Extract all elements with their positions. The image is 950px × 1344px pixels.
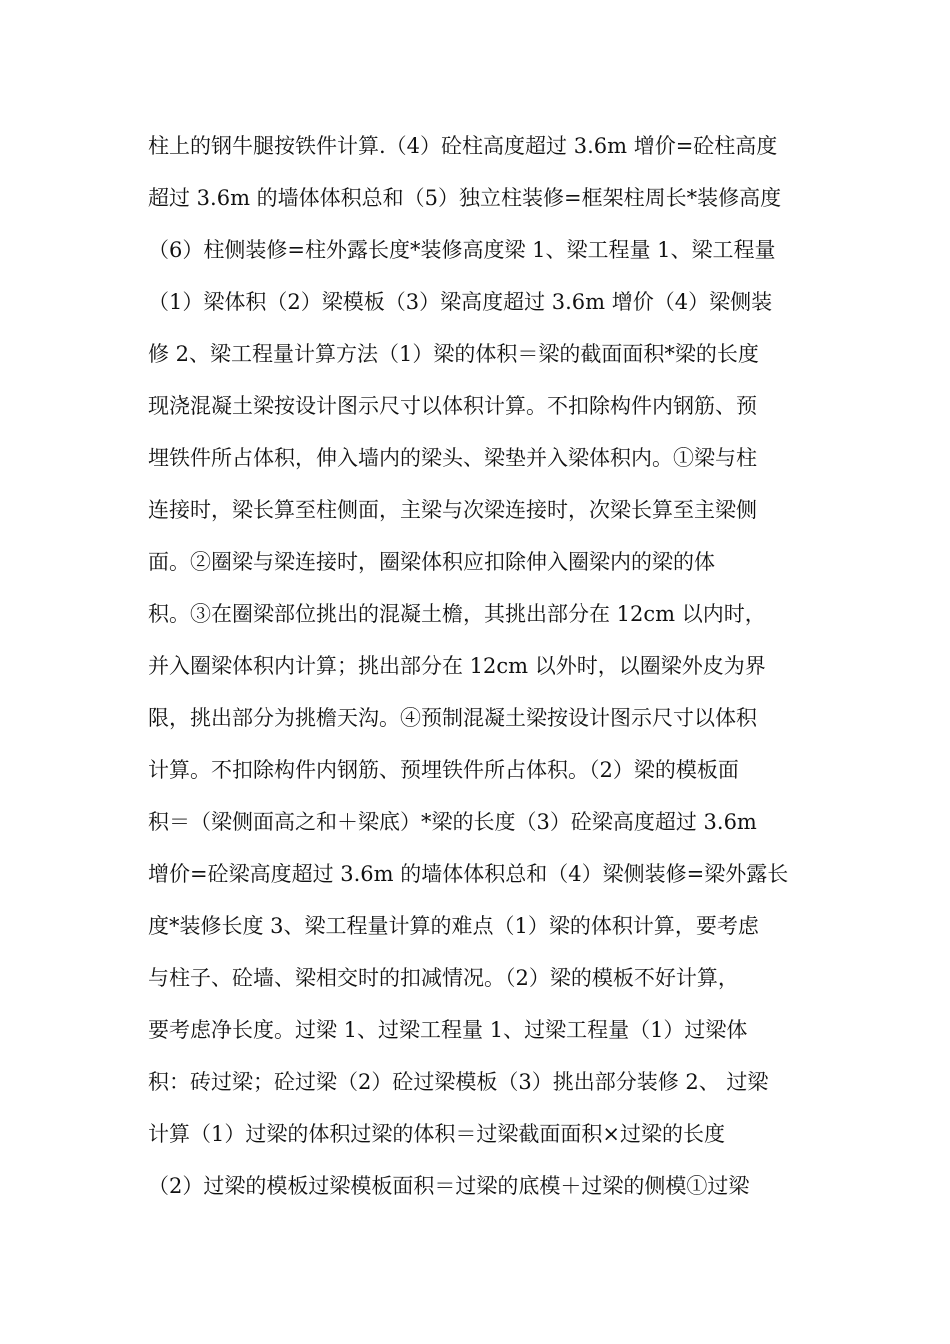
text-line: 限，挑出部分为挑檐天沟。④预制混凝土梁按设计图示尺寸以体积 — [148, 706, 757, 730]
text-line: 并入圈梁体积内计算；挑出部分在 12cm 以外时，以圈梁外皮为界 — [148, 654, 766, 678]
body-text — [148, 120, 808, 1212]
text-line: 积：砖过梁；砼过梁（2）砼过梁模板（3）挑出部分装修 2、 过梁 — [148, 1070, 769, 1094]
text-line: 修 2、梁工程量计算方法（1）梁的体积＝梁的截面面积*梁的长度 — [148, 342, 759, 366]
text-line: 积＝（梁侧面高之和＋梁底）*梁的长度（3）砼梁高度超过 3.6m — [148, 810, 757, 834]
text-line: 积。③在圈梁部位挑出的混凝土檐，其挑出部分在 12cm 以内时， — [148, 602, 766, 626]
text-line: 与柱子、砼墙、梁相交时的扣减情况。（2）梁的模板不好计算， — [148, 966, 739, 990]
text-line: 计算（1）过梁的体积过梁的体积＝过梁截面面积×过梁的长度 — [148, 1122, 725, 1146]
text-line: （1）梁体积（2）梁模板（3）梁高度超过 3.6m 增价（4）梁侧装 — [148, 290, 773, 314]
text-line: 增价=砼梁高度超过 3.6m 的墙体体积总和（4）梁侧装修=梁外露长 — [148, 862, 789, 886]
text-line: 埋铁件所占体积，伸入墙内的梁头、梁垫并入梁体积内。①梁与柱 — [148, 446, 757, 470]
text-line: 柱上的钢牛腿按铁件计算.（4）砼柱高度超过 3.6m 增价=砼柱高度 — [148, 134, 778, 158]
text-line: 要考虑净长度。过梁 1、过梁工程量 1、过梁工程量（1）过梁体 — [148, 1018, 748, 1042]
text-line: （2）过梁的模板过梁模板面积＝过梁的底模＋过梁的侧模①过梁 — [148, 1174, 750, 1198]
text-line: 连接时，梁长算至柱侧面，主梁与次梁连接时，次梁长算至主梁侧 — [148, 498, 757, 522]
text-line: 超过 3.6m 的墙体体积总和（5）独立柱装修=框架柱周长*装修高度 — [148, 186, 782, 210]
text-line: 度*装修长度 3、梁工程量计算的难点（1）梁的体积计算，要考虑 — [148, 914, 759, 938]
text-line: 面。②圈梁与梁连接时，圈梁体积应扣除伸入圈梁内的梁的体 — [148, 550, 715, 574]
text-line: （6）柱侧装修=柱外露长度*装修高度梁 1、梁工程量 1、梁工程量 — [148, 238, 776, 262]
text-line: 现浇混凝土梁按设计图示尺寸以体积计算。不扣除构件内钢筋、预 — [148, 394, 757, 418]
text-line: 计算。不扣除构件内钢筋、预埋铁件所占体积。（2）梁的模板面 — [148, 758, 739, 782]
